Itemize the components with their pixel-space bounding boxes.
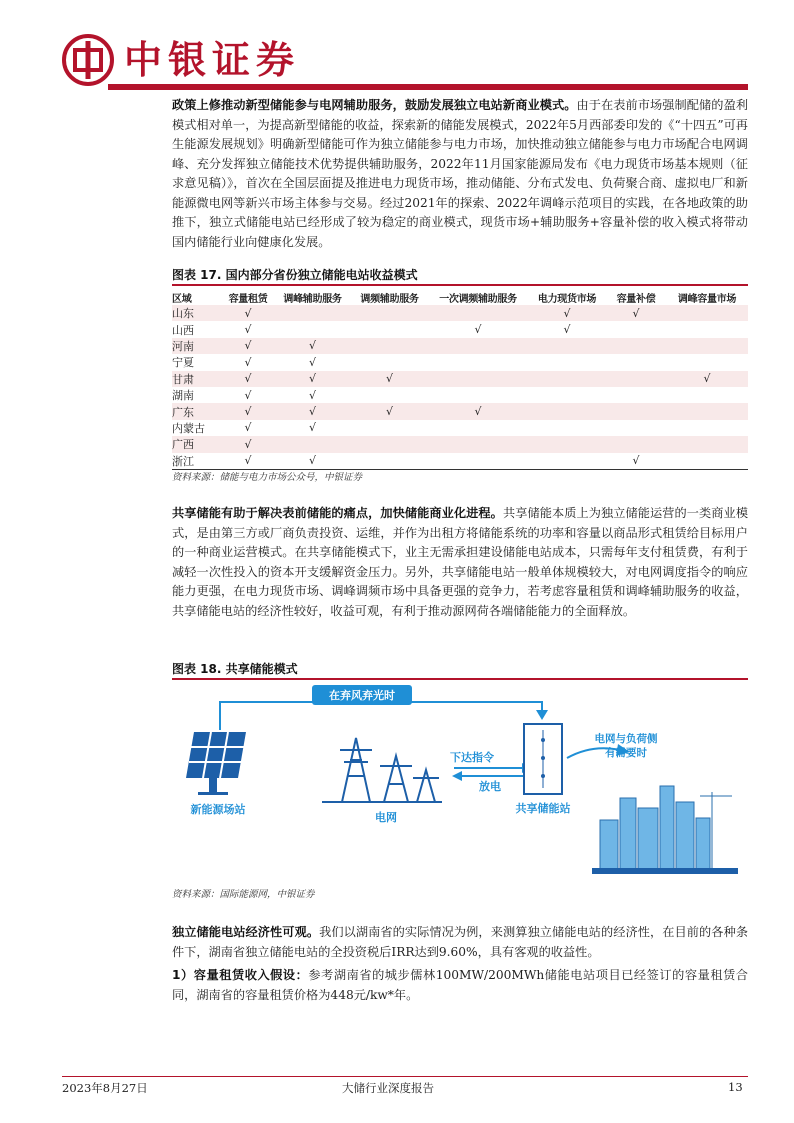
table-row [172, 420, 748, 436]
table-cell [428, 338, 528, 354]
footer-date: 2023年8月27日 [62, 1081, 148, 1095]
table-row [172, 436, 748, 452]
table-cell: √ [606, 305, 666, 321]
brand-name: 中银证券 [124, 38, 301, 82]
table-cell [528, 436, 606, 452]
table-cell [666, 403, 748, 419]
discharge-arrowhead [452, 771, 462, 781]
table-row [172, 338, 748, 354]
label-demand-line1: 电网与负荷侧 [594, 733, 658, 745]
footer-rule [62, 1076, 748, 1077]
table-cell [351, 387, 428, 403]
table-row [172, 354, 748, 370]
table-row [172, 387, 748, 403]
table-cell [606, 338, 666, 354]
table-cell [428, 436, 528, 452]
table-cell: 山东 [172, 305, 222, 321]
table-row [172, 453, 748, 470]
table-cell [528, 371, 606, 387]
table-cell: √ [563, 323, 571, 337]
table-cell [351, 420, 428, 436]
table-row [172, 305, 748, 321]
table-cell [528, 420, 606, 436]
table-cell [606, 420, 666, 436]
table-cell [351, 453, 428, 470]
table-header-row [172, 289, 748, 305]
city-skyline-icon [600, 786, 732, 870]
table-cell [428, 387, 528, 403]
figure17-source: 资料来源：储能与电力市场公众号，中银证券 [172, 472, 363, 483]
table-cell [666, 420, 748, 436]
table-cell [351, 321, 428, 337]
label-demand-line2: 有需要时 [605, 747, 647, 759]
table-cell [666, 305, 748, 321]
policy-paragraph [172, 96, 748, 252]
shared-storage-paragraph [172, 504, 748, 621]
lease-assumption-body: 参考湖南省的城步儒林100MW/200MWh储能电站项目已经签订的容量租赁合同，湖南省的容量租赁价格为448元/kw*年。 [172, 968, 748, 1002]
label-top: 在弃风弃光时 [329, 689, 395, 702]
table-cell: √ [528, 305, 606, 321]
header-rule [108, 84, 748, 90]
label-solar: 新能源场站 [190, 803, 246, 816]
table-cell: √ [428, 403, 528, 419]
table-cell: 广东 [172, 403, 222, 419]
table-cell [528, 403, 606, 419]
table-cell [274, 305, 351, 321]
table-cell [606, 403, 666, 419]
table-cell: √ [474, 323, 482, 337]
table-cell [666, 436, 748, 452]
table-cell: √ [222, 371, 274, 387]
table-cell [274, 321, 351, 337]
city-ground [592, 868, 738, 874]
table-row [172, 321, 748, 337]
table-cell [428, 354, 528, 370]
table-cell [351, 338, 428, 354]
footer-page-number: 13 [728, 1080, 743, 1094]
table-cell [351, 305, 428, 321]
table-cell [428, 420, 528, 436]
table-cell [428, 305, 528, 321]
table-cell: 浙江 [172, 453, 222, 470]
table-cell [606, 354, 666, 370]
table-cell: 甘肃 [172, 371, 222, 387]
table-cell: √ [222, 453, 274, 470]
economics-body: 我们以湖南省的实际情况为例，来测算独立储能电站的经济性，在目前的各种条件下，湖南省独立储能电站的全投资税后IRR达到9.60%，具有客观的收益性。 [172, 925, 749, 959]
col-header: 容量租赁 [228, 293, 268, 305]
table-cell: √ [274, 453, 351, 470]
flow-line-top [220, 702, 542, 730]
table-cell: √ [308, 388, 316, 402]
label-grid: 电网 [375, 811, 397, 824]
col-header: 区域 [172, 293, 192, 305]
table-cell [528, 338, 606, 354]
table-cell: √ [244, 388, 252, 402]
table-cell [606, 371, 666, 387]
figure17-title: 图表 17. 国内部分省份独立储能电站收益模式 [172, 268, 418, 282]
table-cell: √ [308, 421, 316, 435]
table-cell [528, 453, 606, 470]
economics-paragraph [172, 923, 748, 962]
col-header: 容量补偿 [616, 293, 656, 305]
storage-cabinet-icon [524, 724, 562, 794]
col-header: 电力现货市场 [537, 293, 597, 305]
table-cell [428, 371, 528, 387]
table-cell: 河南 [172, 338, 222, 354]
economics-lead: 独立储能电站经济性可观。 [172, 925, 320, 939]
table-cell: 宁夏 [172, 356, 194, 370]
table-cell [666, 453, 748, 470]
shared-storage-diagram [172, 680, 748, 880]
table-row [172, 371, 748, 387]
brand-logo-icon [62, 34, 114, 86]
table-cell [528, 354, 606, 370]
table-cell: 内蒙古 [172, 421, 205, 435]
figure18-source: 资料来源：国际能源网，中银证券 [172, 889, 315, 900]
table-cell: √ [244, 421, 252, 435]
col-header: 调频辅助服务 [360, 293, 419, 305]
table-cell: √ [274, 403, 351, 419]
solar-panel-icon [186, 732, 246, 795]
table-cell [606, 436, 666, 452]
table-cell: √ [606, 453, 666, 470]
shared-storage-body: 共享储能本质上为独立储能运营的一类商业模式，是由第三方或厂商负责投资、运维，并作为出租方将储能系统的功率和容量以商品形式租赁给目标用户的一种商业运营模式。在共享储能模式下，业主无需承担建设储能电站成本，只需每年支付租赁费，有利于减轻一次性投入的资本开支缓解资金压力。另外，共享储能电站一般单体规模较大，对电网调度指令的响应能力更强，在电力现货市场、调峰调频市场中具备更强的竞争力，若考虑容量租赁和调峰辅助服务的收益，共享储能电站的经济性较好，收益可观，有利于推动源网荷各端储能能力的全面释放。 [172, 506, 749, 618]
table-cell: √ [351, 371, 428, 387]
col-header: 调峰辅助服务 [283, 293, 342, 305]
col-header: 一次调频辅助服务 [439, 293, 517, 305]
table-cell [666, 387, 748, 403]
lease-assumption-lead: 1）容量租赁收入假设： [172, 968, 309, 982]
table-cell [428, 453, 528, 470]
table-cell: 广西 [172, 436, 222, 452]
table-row [172, 403, 748, 419]
table-cell: √ [244, 355, 252, 369]
policy-body: 由于在表前市场强制配储的盈利模式相对单一，为提高新型储能的收益，探索新的储能发展模式，2022年5月西部委印发的《“十四五”可再生能源发展规划》明确新型储能可作为独立储能参与电力市场，加快推动独立储能参与电力市场配合电网调峰、充分发挥独立储能技术优势提供辅助服务，2022年11月国家能源局发布《电力现货市场基本规则（征求意见稿）》，首次在全国层面提及推进电力现货市场，推动储能、分布式发电、负荷聚合商、虚拟电厂和新能源微电网等新兴市场主体参与交易。经过2021年的探索、2022年调峰示范项目的实践，在各地政策的助推下，独立式储能电站已经形成了较为稳定的商业模式，现货市场+辅助服务+容量补偿的收入模式将带动国内储能行业向健康化发展。 [172, 98, 749, 249]
col-header: 调峰容量市场 [677, 293, 737, 305]
table-cell: √ [274, 371, 351, 387]
table-cell: √ [222, 403, 274, 419]
revenue-model-table [172, 289, 748, 470]
flow-arrow-down [536, 710, 548, 720]
figure17-rule [172, 284, 748, 286]
table-cell: √ [222, 436, 274, 452]
shared-storage-lead: 共享储能有助于解决表前储能的痛点，加快储能商业化进程。 [172, 506, 503, 520]
table-cell: √ [666, 371, 748, 387]
table-cell: √ [351, 403, 428, 419]
table-cell: 山西 [172, 323, 194, 337]
label-storage: 共享储能站 [515, 802, 571, 815]
label-command: 下达指令 [450, 751, 494, 764]
table-cell: √ [308, 355, 316, 369]
table-cell: 湖南 [172, 389, 194, 403]
power-tower-icon [340, 738, 439, 802]
table-cell: √ [222, 305, 274, 321]
figure18-title: 图表 18. 共享储能模式 [172, 662, 298, 676]
table-cell [528, 387, 606, 403]
table-cell: √ [274, 338, 351, 354]
table-cell [666, 321, 748, 337]
table-cell: √ [244, 323, 252, 337]
table-cell [351, 436, 428, 452]
table-cell: √ [222, 338, 274, 354]
table-cell [666, 354, 748, 370]
footer-report-title: 大储行业深度报告 [342, 1081, 434, 1095]
table-cell [606, 321, 666, 337]
table-cell [351, 354, 428, 370]
table-cell [606, 387, 666, 403]
table-cell [274, 436, 351, 452]
policy-lead: 政策上修推动新型储能参与电网辅助服务，鼓励发展独立电站新商业模式。 [172, 98, 577, 112]
table-cell [666, 338, 748, 354]
lease-assumption-paragraph [172, 966, 748, 1005]
label-discharge: 放电 [479, 780, 501, 793]
